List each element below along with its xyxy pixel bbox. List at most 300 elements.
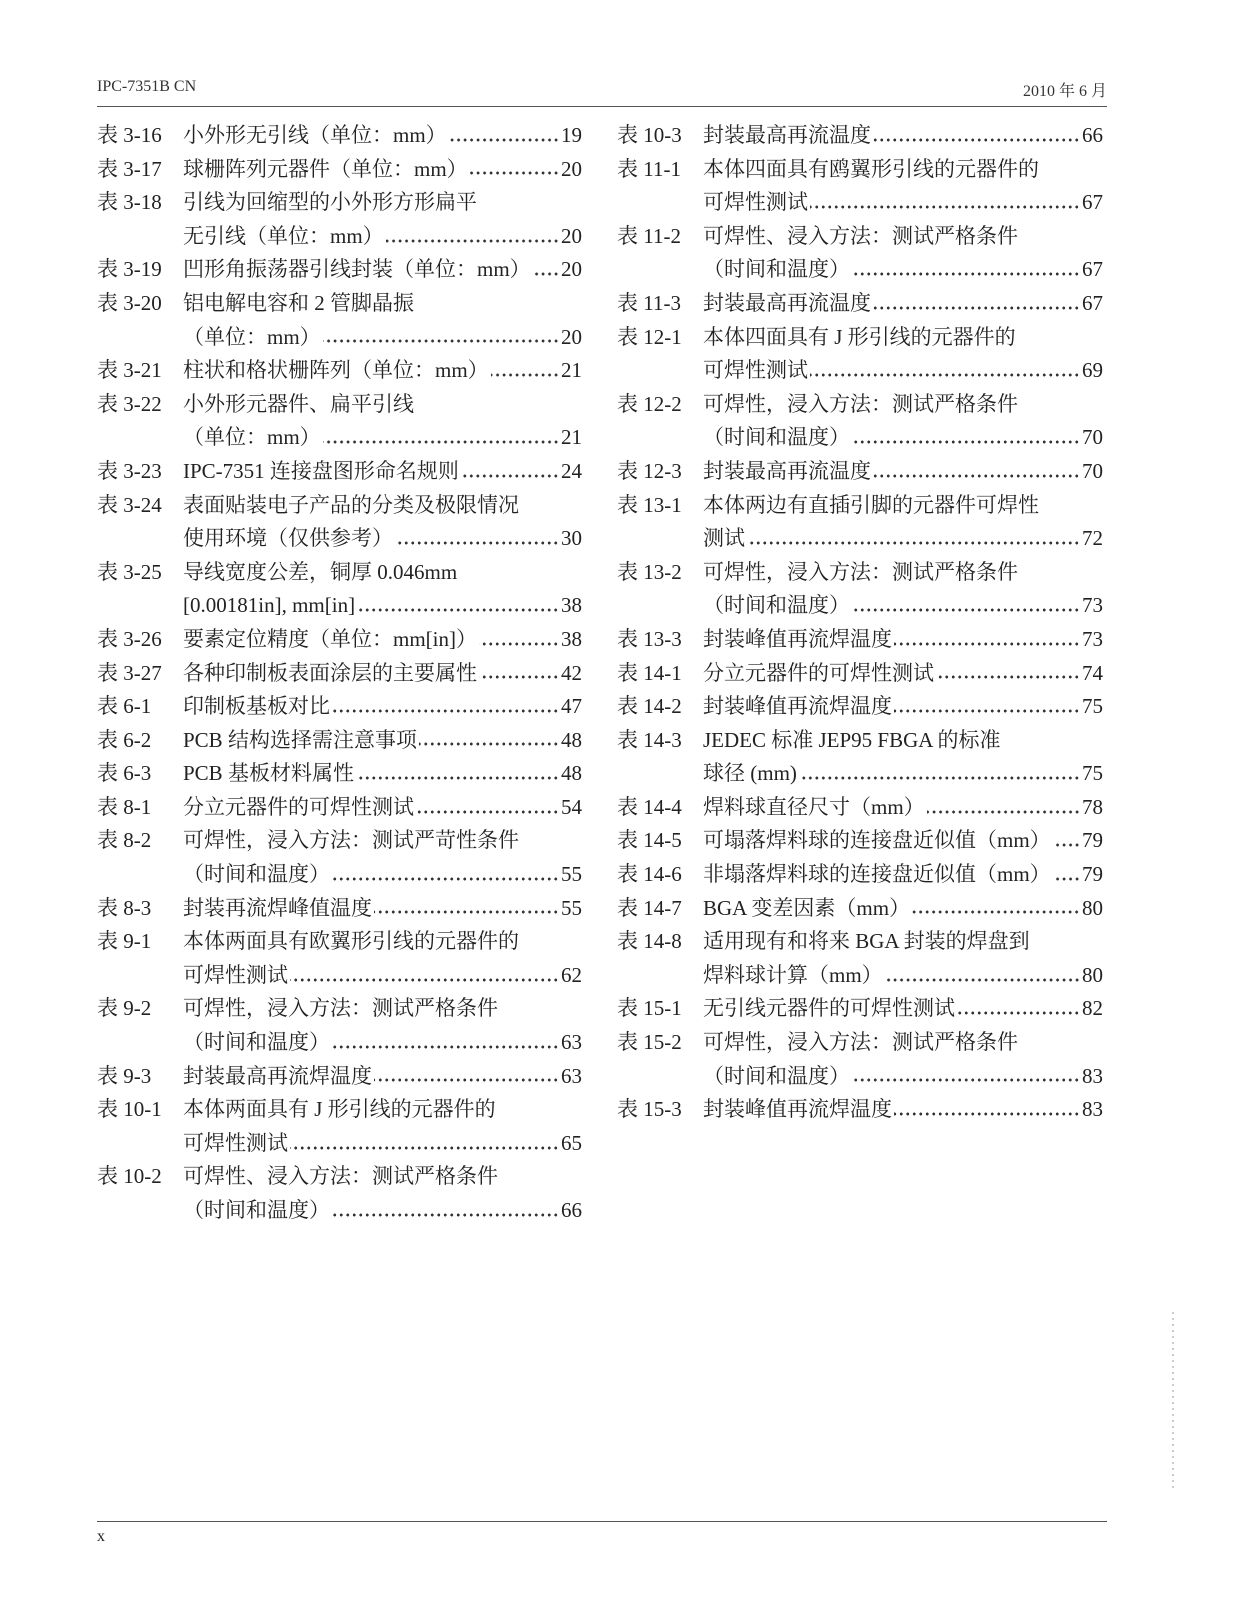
toc-entry-title: 导线宽度公差，铜厚 0.046mm (183, 559, 458, 584)
dot-leader (323, 439, 559, 445)
toc-entry-title: 可焊性测试 (183, 962, 288, 987)
toc-entry-page: 20 (561, 324, 582, 349)
toc-entry-label: 表 3-21 (97, 358, 162, 383)
toc-entry-label: 表 3-24 (97, 492, 162, 517)
toc-entry[interactable] (97, 657, 582, 691)
toc-entry-page: 63 (561, 1030, 582, 1055)
dot-leader (873, 137, 1080, 143)
toc-entry-line (703, 220, 1103, 254)
toc-entry-line (183, 1194, 582, 1228)
toc-entry-line (703, 421, 1103, 455)
toc-entry-title: （时间和温度） (703, 257, 850, 282)
toc-entry-body (703, 556, 1103, 623)
dot-leader (357, 607, 559, 613)
toc-entry-label: 表 14-6 (617, 862, 682, 887)
toc-entry[interactable] (617, 657, 1103, 691)
toc-entry-line (703, 253, 1103, 287)
toc-entry-line (703, 992, 1103, 1026)
toc-entry-body (183, 153, 582, 187)
dot-leader (419, 741, 559, 747)
toc-entry-title: 封装最高再流温度 (703, 458, 871, 483)
toc-entry[interactable] (97, 489, 582, 556)
toc-entry-body (183, 489, 582, 556)
toc-entry-label: 表 6-1 (97, 694, 152, 719)
toc-entry-title: 封装峰值再流焊温度 (703, 694, 892, 719)
toc-entry-line (183, 253, 582, 287)
toc-entry-label: 表 13-2 (617, 559, 682, 584)
toc-entry-title: 本体两面具有 J 形引线的元器件的 (183, 1097, 496, 1122)
toc-entry[interactable] (97, 623, 582, 657)
toc-entry-title: 分立元器件的可焊性测试 (183, 794, 414, 819)
toc-entry-line (183, 824, 582, 858)
toc-entry-line (183, 522, 582, 556)
dot-leader (957, 1010, 1080, 1016)
dot-leader (894, 641, 1080, 647)
toc-entry-label: 表 3-20 (97, 290, 162, 315)
toc-entry-page: 21 (561, 358, 582, 383)
toc-entry-body (703, 858, 1103, 892)
toc-entry-body (703, 925, 1103, 992)
toc-entry-page: 38 (561, 626, 582, 651)
toc-entry[interactable] (617, 690, 1103, 724)
scan-artifact (1172, 1310, 1174, 1490)
toc-column-left (97, 119, 582, 1228)
toc-entry-line (703, 657, 1103, 691)
dot-leader (323, 338, 559, 344)
toc-entry[interactable] (97, 1160, 582, 1227)
toc-entry-line (703, 388, 1103, 422)
dot-leader (416, 809, 559, 815)
dot-leader (491, 372, 559, 378)
toc-entry-label: 表 11-2 (617, 223, 681, 248)
toc-entry-page: 48 (561, 761, 582, 786)
toc-entry[interactable] (97, 388, 582, 455)
toc-entry-line (183, 287, 582, 321)
toc-entry-label: 表 14-7 (617, 895, 682, 920)
dot-leader (936, 674, 1080, 680)
toc-entry-page: 69 (1082, 358, 1103, 383)
toc-entry-line (183, 791, 582, 825)
toc-entry-line (703, 724, 1103, 758)
toc-entry[interactable] (617, 724, 1103, 791)
toc-entry-line (703, 489, 1103, 523)
dot-leader (332, 708, 559, 714)
toc-entry[interactable] (97, 287, 582, 354)
toc-entry-line (183, 724, 582, 758)
toc-entry-title: 球径 (mm) (703, 761, 797, 786)
toc-entry[interactable] (617, 321, 1103, 388)
toc-entry-line (183, 1026, 582, 1060)
toc-entry[interactable] (97, 992, 582, 1059)
toc-entry-label: 表 9-3 (97, 1063, 152, 1088)
toc-entry-label: 表 11-3 (617, 290, 681, 315)
toc-entry-body (183, 354, 582, 388)
toc-entry-body (703, 119, 1103, 153)
toc-entry-title: 本体两边有直插引脚的元器件可焊性 (703, 492, 1039, 517)
toc-entry-line (183, 959, 582, 993)
dot-leader (374, 909, 559, 915)
toc-entry[interactable] (617, 119, 1103, 153)
toc-entry-title: 焊料球计算（mm） (703, 962, 883, 987)
dot-leader (873, 473, 1080, 479)
toc-entry-title: 可焊性，浸入方法：测试严苛性条件 (183, 828, 519, 853)
toc-entry-title: 柱状和格状栅阵列（单位：mm） (183, 358, 489, 383)
toc-entry-page: 38 (561, 593, 582, 618)
toc-entry[interactable] (617, 220, 1103, 287)
toc-entry-page: 65 (561, 1130, 582, 1155)
toc-entry-page: 75 (1082, 761, 1103, 786)
toc-entry-page: 20 (561, 223, 582, 248)
toc-entry-page: 70 (1082, 425, 1103, 450)
toc-entry-line (703, 959, 1103, 993)
toc-entry-title: 可焊性，浸入方法：测试严格条件 (703, 391, 1018, 416)
toc-entry-title: BGA 变差因素（mm） (703, 895, 911, 920)
toc-entry-line (703, 791, 1103, 825)
toc-entry-body (703, 892, 1103, 926)
dot-leader (356, 775, 559, 781)
dot-leader (810, 372, 1080, 378)
toc-entry[interactable] (617, 1026, 1103, 1093)
toc-entry-page: 42 (561, 660, 582, 685)
toc-entry-line (703, 1060, 1103, 1094)
toc-entry-page: 63 (561, 1063, 582, 1088)
toc-entry-page: 83 (1082, 1097, 1103, 1122)
toc-entry-page: 78 (1082, 794, 1103, 819)
dot-leader (533, 271, 559, 277)
toc-entry-line (183, 892, 582, 926)
toc-entry-line (703, 1026, 1103, 1060)
toc-entry-line (703, 690, 1103, 724)
toc-entry-title: （单位：mm） (183, 324, 321, 349)
toc-entry-body (183, 824, 582, 891)
toc-entry-title: 封装最高再流焊温度 (183, 1063, 372, 1088)
toc-entry-label: 表 14-3 (617, 727, 682, 752)
toc-entry-line (183, 623, 582, 657)
toc-entry-page: 24 (561, 458, 582, 483)
toc-entry-line (183, 992, 582, 1026)
toc-entry-title: （时间和温度） (183, 862, 330, 887)
toc-entry-title: 可塌落焊料球的连接盘近似值（mm） (703, 828, 1051, 853)
toc-entry-line (183, 1060, 582, 1094)
toc-entry-body (183, 388, 582, 455)
toc-entry-line (703, 824, 1103, 858)
toc-entry-title: 可焊性测试 (183, 1130, 288, 1155)
toc-entry-title: 印制板基板对比 (183, 694, 330, 719)
toc-entry-page: 21 (561, 425, 582, 450)
toc-entry-line (703, 1093, 1103, 1127)
toc-entry-body (703, 724, 1103, 791)
toc-entry-title: 可焊性，浸入方法：测试严格条件 (703, 559, 1018, 584)
toc-entry-label: 表 8-2 (97, 828, 152, 853)
toc-entry-line (183, 321, 582, 355)
dot-leader (852, 607, 1080, 613)
toc-entry-line (183, 657, 582, 691)
toc-entry-page: 75 (1082, 694, 1103, 719)
toc-entry-label: 表 15-3 (617, 1097, 682, 1122)
toc-entry[interactable] (617, 1093, 1103, 1127)
toc-entry-line (703, 589, 1103, 623)
toc-entry-body (183, 992, 582, 1059)
dot-leader (479, 674, 559, 680)
toc-entry[interactable] (97, 253, 582, 287)
toc-entry-line (703, 186, 1103, 220)
toc-entry-page: 72 (1082, 526, 1103, 551)
toc-entry-label: 表 14-2 (617, 694, 682, 719)
toc-entry-label: 表 3-18 (97, 190, 162, 215)
toc-entry-title: （时间和温度） (703, 425, 850, 450)
dot-leader (449, 137, 559, 143)
page-number: x (97, 1528, 105, 1545)
toc-entry-title: [0.00181in], mm[in] (183, 593, 356, 618)
toc-entry-line (183, 1093, 582, 1127)
toc-entry-label: 表 8-3 (97, 895, 152, 920)
toc-entry-label: 表 3-17 (97, 156, 162, 181)
toc-entry-title: 本体两面具有欧翼形引线的元器件的 (183, 929, 519, 954)
toc-entry-line (183, 1160, 582, 1194)
toc-entry-title: 可焊性测试 (703, 358, 808, 383)
toc-entry[interactable] (617, 824, 1103, 858)
dot-leader (810, 204, 1080, 210)
toc-entry-label: 表 9-2 (97, 996, 152, 1021)
toc-entry-line (703, 119, 1103, 153)
toc-entry-line (183, 220, 582, 254)
dot-leader (1053, 876, 1080, 882)
toc-entry-page: 48 (561, 727, 582, 752)
dot-leader (290, 1145, 559, 1151)
toc-entry-line (183, 186, 582, 220)
toc-entry-page: 55 (561, 862, 582, 887)
toc-entry-line (183, 858, 582, 892)
toc-entry-page: 80 (1082, 962, 1103, 987)
toc-entry[interactable] (97, 119, 582, 153)
toc-entry-label: 表 10-1 (97, 1097, 162, 1122)
toc-entry-title: 无引线元器件的可焊性测试 (703, 996, 955, 1021)
toc-entry-label: 表 12-1 (617, 324, 682, 349)
toc-entry-label: 表 14-1 (617, 660, 682, 685)
toc-entry[interactable] (617, 623, 1103, 657)
toc-entry-label: 表 15-2 (617, 1030, 682, 1055)
toc-entry[interactable] (617, 153, 1103, 220)
toc-entry-label: 表 3-19 (97, 257, 162, 282)
toc-entry-line (183, 589, 582, 623)
toc-entry[interactable] (617, 287, 1103, 321)
toc-entry-body (703, 1093, 1103, 1127)
toc-entry-line (703, 556, 1103, 590)
toc-entry-label: 表 6-3 (97, 761, 152, 786)
toc-entry-page: 79 (1082, 828, 1103, 853)
toc-entry-label: 表 3-22 (97, 391, 162, 416)
toc-entry[interactable] (617, 992, 1103, 1026)
toc-entry-body (703, 220, 1103, 287)
dot-leader (873, 305, 1080, 311)
dot-leader (470, 170, 559, 176)
toc-entry-line (183, 354, 582, 388)
toc-entry-label: 表 6-2 (97, 727, 152, 752)
toc-entry[interactable] (617, 925, 1103, 992)
toc-entry[interactable] (97, 690, 582, 724)
toc-entry-title: 可焊性测试 (703, 190, 808, 215)
toc-entry-page: 30 (561, 526, 582, 551)
toc-entry-line (183, 690, 582, 724)
toc-entry[interactable] (97, 1093, 582, 1160)
toc-entry-page: 82 (1082, 996, 1103, 1021)
toc-entry-title: 本体四面具有鸥翼形引线的元器件的 (703, 156, 1039, 181)
toc-entry-label: 表 3-25 (97, 559, 162, 584)
toc-entry-page: 47 (561, 694, 582, 719)
toc-entry-page: 74 (1082, 660, 1103, 685)
toc-entry-body (703, 824, 1103, 858)
toc-entry-label: 表 3-16 (97, 123, 162, 147)
toc-entry[interactable] (97, 153, 582, 187)
toc-entry-label: 表 14-8 (617, 929, 682, 954)
toc-entry-page: 80 (1082, 895, 1103, 920)
header-date: 2010 年 6 月 (1022, 83, 1107, 100)
toc-entry-title: PCB 结构选择需注意事项 (183, 727, 417, 752)
dot-leader (885, 977, 1080, 983)
toc-entry-page: 62 (561, 962, 582, 987)
dot-leader (894, 708, 1080, 714)
dot-leader (332, 1044, 559, 1050)
dot-leader (374, 1077, 559, 1083)
dot-leader (927, 809, 1080, 815)
toc-entry-title: 使用环境（仅供参考） (183, 526, 393, 551)
toc-entry-label: 表 11-1 (617, 156, 681, 181)
toc-entry-body (183, 724, 582, 758)
toc-entry-page: 79 (1082, 862, 1103, 887)
toc-entry-page: 66 (1082, 123, 1103, 147)
toc-entry-page: 54 (561, 794, 582, 819)
header-divider (97, 106, 1107, 107)
toc-entry[interactable] (97, 186, 582, 253)
toc-entry-line (183, 388, 582, 422)
toc-entry-page: 55 (561, 895, 582, 920)
footer-divider (97, 1521, 1107, 1522)
toc-entry-title: （时间和温度） (703, 593, 850, 618)
toc-entry[interactable] (617, 858, 1103, 892)
toc-entry-line (703, 522, 1103, 556)
toc-entry-body (183, 1060, 582, 1094)
toc-entry-title: 测试 (703, 526, 745, 551)
toc-entry[interactable] (97, 892, 582, 926)
dot-leader (894, 1111, 1080, 1117)
toc-entry-line (183, 421, 582, 455)
toc-entry-title: 可焊性，浸入方法：测试严格条件 (703, 1030, 1018, 1055)
toc-entry[interactable] (97, 791, 582, 825)
toc-entry-body (183, 1093, 582, 1160)
toc-entry-body (183, 1160, 582, 1227)
toc-entry-label: 表 13-1 (617, 492, 682, 517)
toc-entry-title: PCB 基板材料属性 (183, 761, 354, 786)
toc-entry-body (703, 153, 1103, 220)
toc-entry-label: 表 8-1 (97, 794, 152, 819)
toc-entry-label: 表 10-2 (97, 1164, 162, 1189)
toc-entry-body (183, 623, 582, 657)
toc-entry-title: 适用现有和将来 BGA 封装的焊盘到 (703, 929, 1030, 954)
toc-entry-page: 19 (561, 123, 582, 147)
toc-entry-title: 引线为回缩型的小外形方形扁平 (183, 190, 477, 215)
toc-entry[interactable] (617, 388, 1103, 455)
toc-entry-body (703, 623, 1103, 657)
toc-entry-body (183, 287, 582, 354)
dot-leader (852, 271, 1080, 277)
toc-entry-body (703, 455, 1103, 489)
toc-entry[interactable] (97, 925, 582, 992)
toc-entry-line (703, 354, 1103, 388)
dot-leader (799, 775, 1080, 781)
toc-entry-line (183, 455, 582, 489)
dot-leader (386, 238, 559, 244)
toc-entry-body (703, 489, 1103, 556)
toc-entry-label: 表 14-4 (617, 794, 682, 819)
toc-entry[interactable] (617, 489, 1103, 556)
dot-leader (395, 540, 559, 546)
toc-entry-label: 表 14-5 (617, 828, 682, 853)
toc-entry-title: 分立元器件的可焊性测试 (703, 660, 934, 685)
toc-entry-body (703, 287, 1103, 321)
dot-leader (747, 540, 1080, 546)
toc-entry-body (183, 657, 582, 691)
toc-entry-line (183, 153, 582, 187)
toc-entry[interactable] (97, 455, 582, 489)
toc-entry-line (703, 287, 1103, 321)
toc-entry-title: 无引线（单位：mm） (183, 223, 384, 248)
toc-entry-title: 表面贴装电子产品的分类及极限情况 (183, 492, 519, 517)
dot-leader (461, 473, 559, 479)
toc-entry-page: 83 (1082, 1063, 1103, 1088)
toc-entry-title: 焊料球直径尺寸（mm） (703, 794, 925, 819)
toc-entry-body (703, 791, 1103, 825)
toc-entry[interactable] (97, 354, 582, 388)
toc-entry-title: 封装再流焊峰值温度 (183, 895, 372, 920)
dot-leader (1053, 842, 1080, 848)
dot-leader (332, 1212, 559, 1218)
toc-entry-label: 表 12-3 (617, 458, 682, 483)
toc-entry[interactable] (97, 1060, 582, 1094)
toc-entry-line (703, 892, 1103, 926)
toc-entry-title: 可焊性、浸入方法：测试严格条件 (183, 1164, 498, 1189)
toc-entry-page: 66 (561, 1198, 582, 1222)
toc-entry[interactable] (97, 824, 582, 891)
toc-entry-body (183, 455, 582, 489)
toc-entry[interactable] (97, 556, 582, 623)
toc-entry-page: 20 (561, 257, 582, 282)
toc-entry-title: 小外形元器件、扁平引线 (183, 391, 414, 416)
toc-entry-body (703, 321, 1103, 388)
toc-entry[interactable] (617, 455, 1103, 489)
toc-entry-title: 要素定位精度（单位：mm[in]） (183, 626, 477, 651)
toc-entry-page: 73 (1082, 626, 1103, 651)
toc-entry[interactable] (617, 791, 1103, 825)
toc-entry[interactable] (617, 892, 1103, 926)
toc-entry-body (703, 657, 1103, 691)
toc-entry-line (183, 489, 582, 523)
toc-entry-title: （时间和温度） (703, 1063, 850, 1088)
toc-entry[interactable] (97, 757, 582, 791)
toc-entry-page: 73 (1082, 593, 1103, 618)
toc-entry-title: （时间和温度） (183, 1030, 330, 1055)
toc-entry-line (183, 925, 582, 959)
toc-entry[interactable] (97, 724, 582, 758)
dot-leader (290, 977, 559, 983)
toc-entry-line (183, 119, 582, 153)
toc-entry-line (703, 321, 1103, 355)
toc-entry-title: 非塌落焊料球的连接盘近似值（mm） (703, 862, 1051, 887)
toc-entry[interactable] (617, 556, 1103, 623)
toc-entry-page: 70 (1082, 458, 1103, 483)
toc-entry-title: 可焊性，浸入方法：测试严格条件 (183, 996, 498, 1021)
toc-entry-line (183, 556, 582, 590)
toc-entry-body (703, 1026, 1103, 1093)
